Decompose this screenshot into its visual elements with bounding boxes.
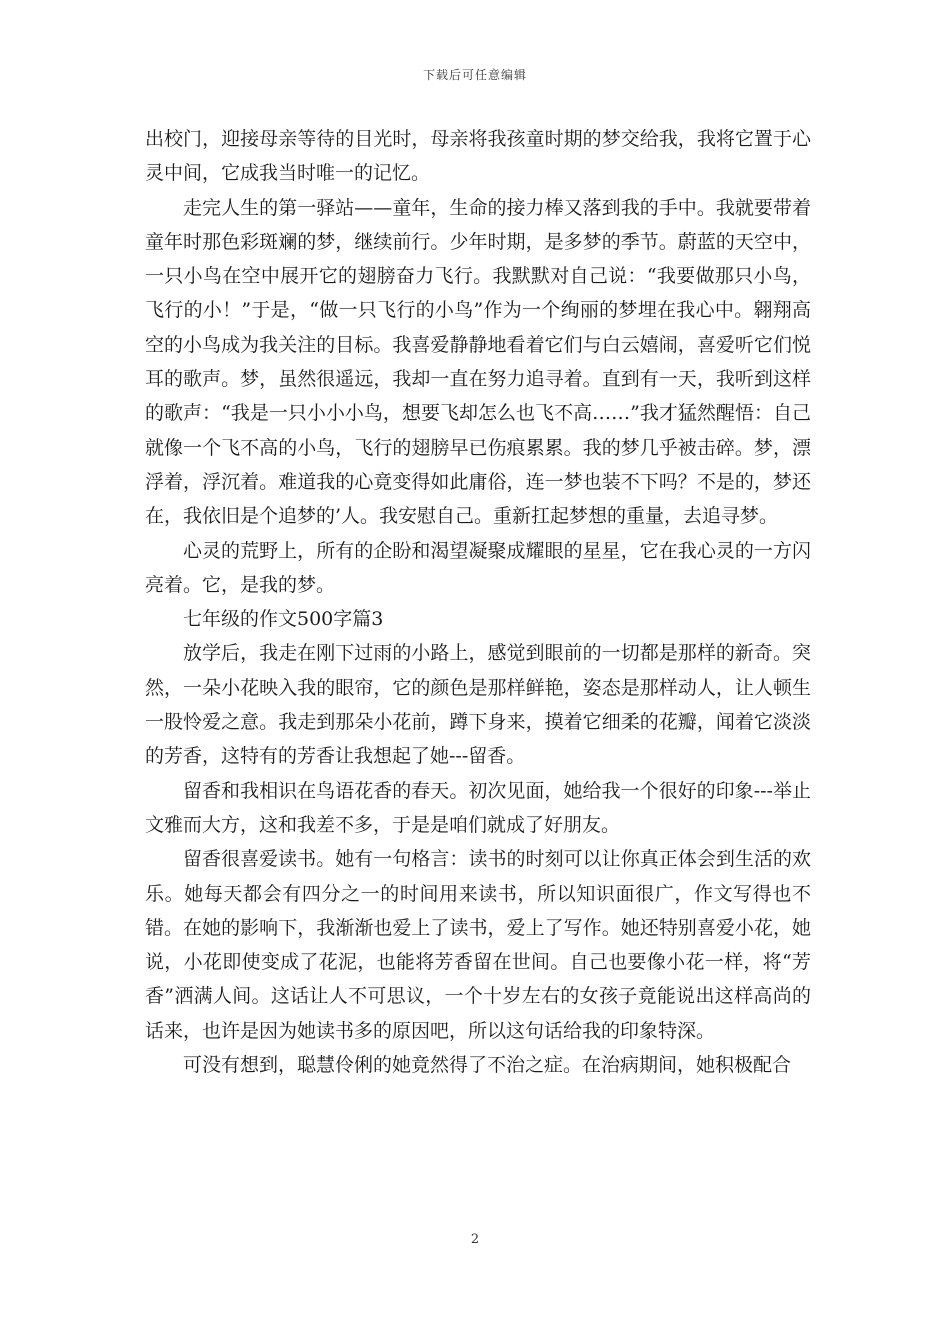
- paragraph-continued: 出校门，迎接母亲等待的目光时，母亲将我孩童时期的梦交给我，我将它置于心灵中间，它成我当时唯一的记忆。: [145, 128, 811, 185]
- paragraph: 放学后，我走在刚下过雨的小路上，感觉到眼前的一切都是那样的新奇。突然，一朵小花映入我的眼帘，它的颜色是那样鲜艳，姿态是那样动人，让人顿生一股怜爱之意。我走到那朵小花前，蹲下身来，摸着它细柔的花瓣，闻着它淡淡的芳香，这特有的芳香让我想起了她---留香。: [145, 642, 811, 768]
- paragraph: 留香很喜爱读书。她有一句格言：读书的时刻可以让你真正体会到生活的欢乐。她每天都会有四分之一的时间用来读书，所以知识面很广，作文写得也不错。在她的影响下，我渐渐也爱上了读书，爱上了写作。她还特别喜爱小花，她说，小花即使变成了花泥，也能将芳香留在世间。自己也要像小花一样，将“芳香”洒满人间。这话让人不可思议，一个十岁左右的女孩子竟能说出这样高尚的话来，也许是因为她读书多的原因吧，所以这句话给我的印象特深。: [145, 848, 811, 1042]
- page-number: 2: [470, 1232, 480, 1247]
- page-header: 下载后可任意编辑: [422, 68, 527, 82]
- paragraph: 留香和我相识在鸟语花香的春天。初次见面，她给我一个很好的印象---举止文雅而大方，这和我差不多，于是是咱们就成了好朋友。: [145, 779, 811, 836]
- paragraph: 心灵的荒野上，所有的企盼和渴望凝聚成耀眼的星星，它在我心灵的一方闪亮着。它，是我的梦。: [145, 539, 811, 596]
- document-body: [145, 122, 811, 1082]
- section-heading: 七年级的作文500字篇3: [183, 608, 384, 631]
- paragraph: 走完人生的第一驿站——童年，生命的接力棒又落到我的手中。我就要带着童年时那色彩斑斓的梦，继续前行。少年时期，是多梦的季节。蔚蓝的天空中，一只小鸟在空中展开它的翅膀奋力飞行。我默默对自己说：“我要做那只小鸟，飞行的小！”于是，“做一只飞行的小鸟”作为一个绚丽的梦埋在我心中。翱翔高空的小鸟成为我关注的目标。我喜爱静静地看着它们与白云嬉闹，喜爱听它们悦耳的歌声。梦，虽然很遥远，我却一直在努力追寻着。直到有一天，我听到这样的歌声：“我是一只小小小鸟，想要飞却怎么也飞不高……”我才猛然醒悟：自己就像一个飞不高的小鸟，飞行的翅膀早已伤痕累累。我的梦几乎被击碎。梦，漂浮着，浮沉着。难道我的心竟变得如此庸俗，连一梦也装不下吗？不是的，梦还在，我依旧是个追梦的’人。我安慰自己。重新扛起梦想的重量，去追寻梦。: [145, 196, 811, 528]
- paragraph: 可没有想到，聪慧伶俐的她竟然得了不治之症。在治病期间，她积极配合: [183, 1054, 792, 1077]
